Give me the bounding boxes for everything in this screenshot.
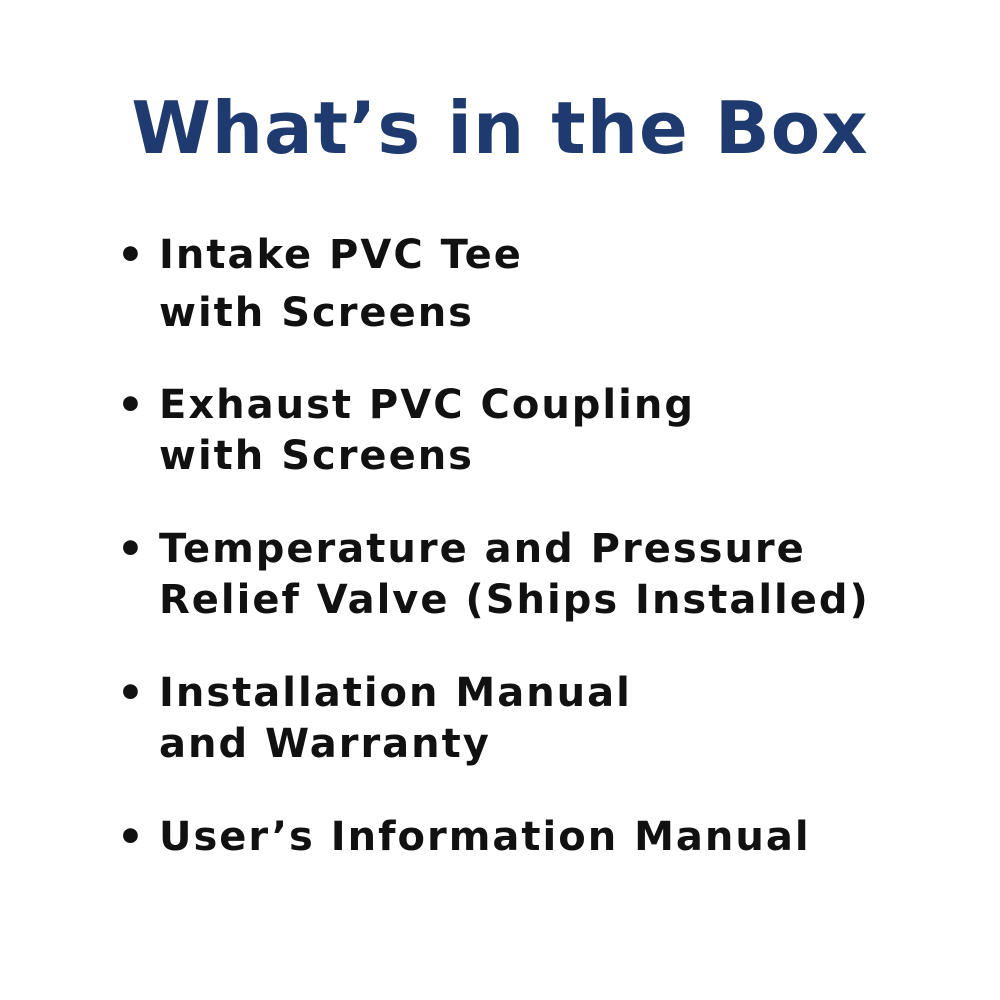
item-line: with Screens	[159, 290, 474, 336]
item-line: with Screens	[159, 433, 474, 479]
item-line: Temperature and Pressure	[159, 526, 806, 572]
bullet-icon: •	[117, 524, 144, 573]
bullet-icon: •	[117, 812, 144, 861]
bullet-icon: •	[117, 668, 144, 717]
item-line: and Warranty	[159, 721, 491, 767]
item-line: Relief Valve (Ships Installed)	[159, 577, 870, 623]
page-title: What’s in the Box	[131, 86, 869, 170]
item-line: Intake PVC Tee	[159, 232, 523, 278]
bullet-icon: •	[117, 230, 144, 279]
item-line: Installation Manual	[159, 670, 632, 716]
item-line: Exhaust PVC Coupling	[159, 382, 695, 428]
bullet-icon: •	[117, 380, 144, 429]
item-line: User’s Information Manual	[159, 814, 811, 860]
